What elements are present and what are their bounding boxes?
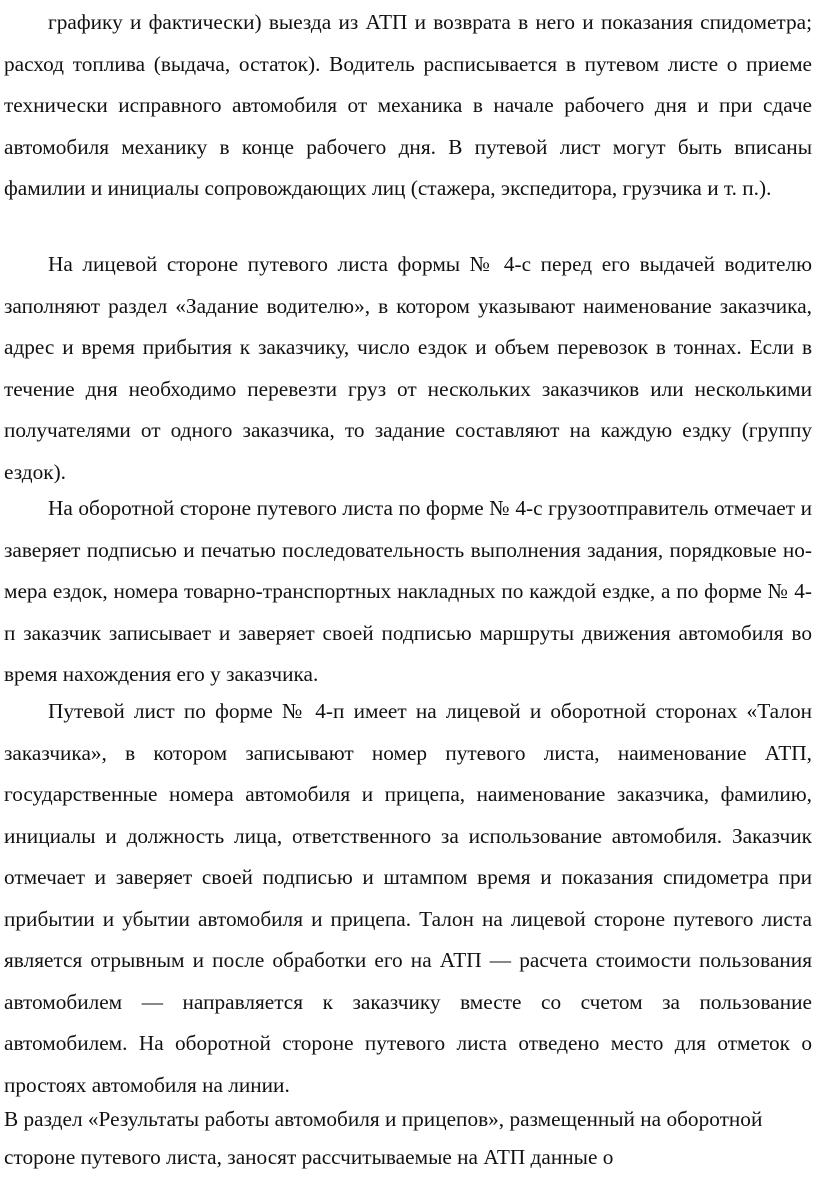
paragraph-customer-coupon: Путевой лист по форме № 4-п имеет на лицевой и оборотной сторонах «Талон заказчика», в котором записывают номер путевого листа, наименование АТП, государственные номера автомобиля и прицепа, наименование заказчика, фамилию, инициалы и должность лица, ответственного за использование автомобиля. Заказчик отмечает и заверяет своей подписью и штампом время и показания спидометра при прибытии и убытии автомобиля и прицепа. Талон на лицевой стороне путевого листа является отрывным и после обработки его на АТП — расчета стоимости пользования автомобилем — направляется к заказчику вместе со счетом за пользование автомобилем. На оборотной стороне путевого листа отведено место для отметок о простоях автомобиля на линии. (4, 699, 812, 1097)
paragraph-task-section: На лицевой стороне путевого листа формы № 4-с перед его выдачей водителю заполняют раздел «Задание водителю», в котором указывают наименование заказчика, адрес и время прибытия к заказчику, число ездок и объем перевозок в тоннах. Если в течение дня необходимо перевезти груз от нескольких заказчиков или несколькими получателями от одного заказчика, то задание составляют на каждую ездку (группу ездок). (4, 252, 812, 484)
paragraph-results-section: В раздел «Результаты работы автомобиля и прицепов», размещенный на оборотной стороне путевого листа, заносят рассчитываемые на АТП данные о (4, 1107, 763, 1169)
paragraph-continuation: графику и фактически) выезда из АТП и возврата в него и показания спидометра; расход топлива (выдача, остаток). Водитель расписывается в путевом листе о приеме технически исправного автомобиля от механика в начале рабочего дня и при сдаче автомобиля механику в конце рабочего дня. В путевой лист могут быть вписаны фамилии и инициалы сопровождающих лиц (стажера, экспедитора, грузчика и т. п.). (4, 10, 812, 200)
paragraph-reverse-side: На оборотной стороне путевого листа по форме № 4-с грузоотправитель отмечает и заверяет подписью и печатью последовательность выполнения задания, порядковые но-мера ездок, номера товарно-транспортных накладных по каждой ездке, а по форме № 4-п заказчик записывает и заверяет своей подписью маршруты движения автомобиля во время нахождения его у заказчика. (4, 496, 812, 686)
